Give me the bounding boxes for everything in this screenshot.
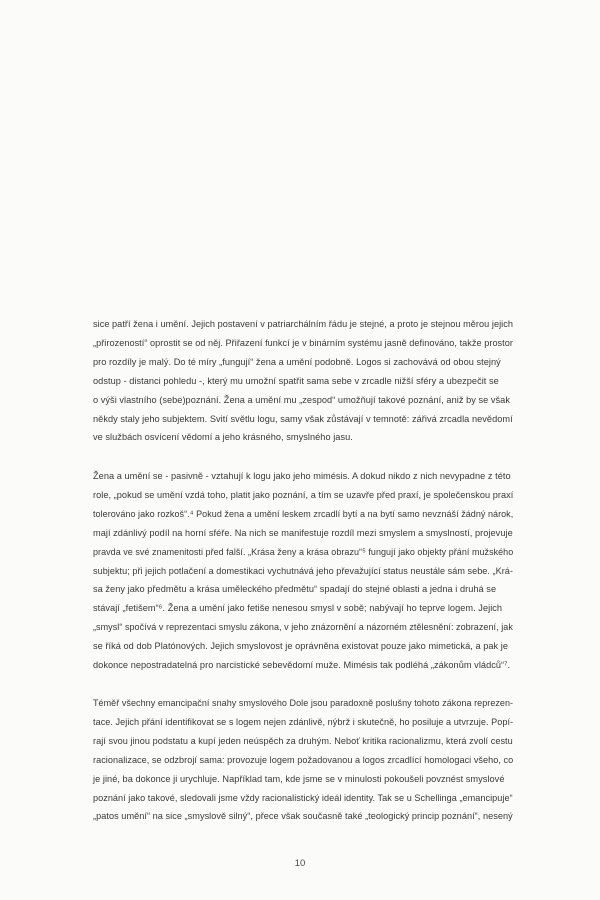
text-line: role, „pokud se umění vzdá toho, platit jako poznání, a tím se uzavře před praxí, je společenskou praxí (93, 489, 514, 500)
paragraph-3 (93, 694, 513, 826)
text-line: racionalizace, se odzbrojí sama: provozuje logem požadovanou a logos zrcadlící homologaci všeho, co (93, 754, 514, 765)
text-line: je jiné, ba dokonce ji urychluje. Například tam, kde jsme se v minulosti pokoušeli povznést smyslové (93, 773, 505, 784)
text-line: ve službách osvícení vědomí a jeho krásného, smyslného jasu. (93, 432, 353, 443)
text-line: sa ženy jako předmětu a krása uměleckého předmětu“ spadají do stejné oblasti a jedna i druhá se (93, 584, 497, 595)
text-line: poznání jako takové, sledovali jsme vždy racionalistický ideál identity. Tak se u Schellinga „emancipuje“ (93, 792, 513, 803)
text-line: sice patří žena i umění. Jejich postavení v patriarchálním řádu je stejné, a proto je stejnou měrou jejich (93, 319, 514, 329)
text-line: subjektu; při jejich potlačení a domestikaci vychutnává jeho převažující status neustále sám sebe. „Krá- (93, 565, 513, 576)
text-line: „přirozeností“ oprostit se od něj. Přiřazení funkcí je v binárním systému jasně definováno, takže prostor (93, 337, 513, 348)
text-line: odstup - distanci pohledu -, který mu umožní spatřit sama sebe v zrcadle nižší sféry a ubezpečit se (93, 375, 499, 386)
paragraph-2 (93, 467, 513, 675)
text-line: stávají „fetišem“⁶. Žena a umění jako fetiše nenesou smysl v sobě; nabývají ho teprve logem. Jejich (93, 603, 503, 614)
text-line: rají svou jinou podstatu a kupí jeden neúspěch za druhým. Neboť kritika racionalizmu, která zvolí cestu (93, 735, 513, 746)
text-line: Téměř všechny emancipační snahy smyslového Dole jsou paradoxně poslušny tohoto zákona reprezen- (93, 698, 514, 708)
text-line: se říká od dob Platónových. Jejich smyslovost je oprávněna existovat pouze jako mimetická, a pak je (93, 641, 509, 652)
text-line: někdy staly jeho subjektem. Svití světlu logu, samy však zůstávají v temnotě: zářivá zrcadla nevědomí (93, 413, 513, 424)
text-line: tolerováno jako rozkoš“.⁴ Pokud žena a umění leskem zrcadlí bytí a na bytí samo nevznáší žádný nárok, (93, 508, 514, 519)
page-number: 10 (294, 858, 306, 869)
text-line: dokonce nepostradatelná pro narcistické sebevědomí muže. Mimésis tak podléhá „zákonům vládců“⁷. (93, 660, 511, 671)
text-line: o výši vlastního (sebe)poznání. Žena a umění mu „zespod“ umožňují takové poznání, aniž by se však (93, 394, 510, 405)
text-line: mají zdánlivý podíl na horní sféře. Na nich se manifestuje rozdíl mezi smyslem a smyslností, projevuje (93, 527, 513, 538)
text-line: pravda ve své znamenitosti před falší. „Krása ženy a krása obrazu“⁵ fungují jako objekty přání mužského (93, 546, 514, 557)
text-line: tace. Jejich přání identifikovat se s logem nejen zdánlivě, nýbrž i skutečně, ho posiluje a utvrzuje. Popí- (93, 716, 514, 727)
text-line: pro rozdíly je malý. Do té míry „fungují“ žena a umění podobně. Logos si zachovává od obou stejný (93, 356, 501, 367)
text-line: „smysl“ spočívá v reprezentaci smyslu zákona, v jeho znázornění a názorném ztělesnění: zobrazení, jak (93, 622, 513, 633)
text-line: „patos umění“ na sice „smyslově silný“, přece však současně také „teologický princip poznání“, nesený (93, 811, 513, 822)
text-line: Žena a umění se - pasivně - vztahují k logu jako jeho mimésis. A dokud nikdo z nich nevypadne z této (93, 471, 511, 481)
paragraph-1 (93, 315, 513, 447)
